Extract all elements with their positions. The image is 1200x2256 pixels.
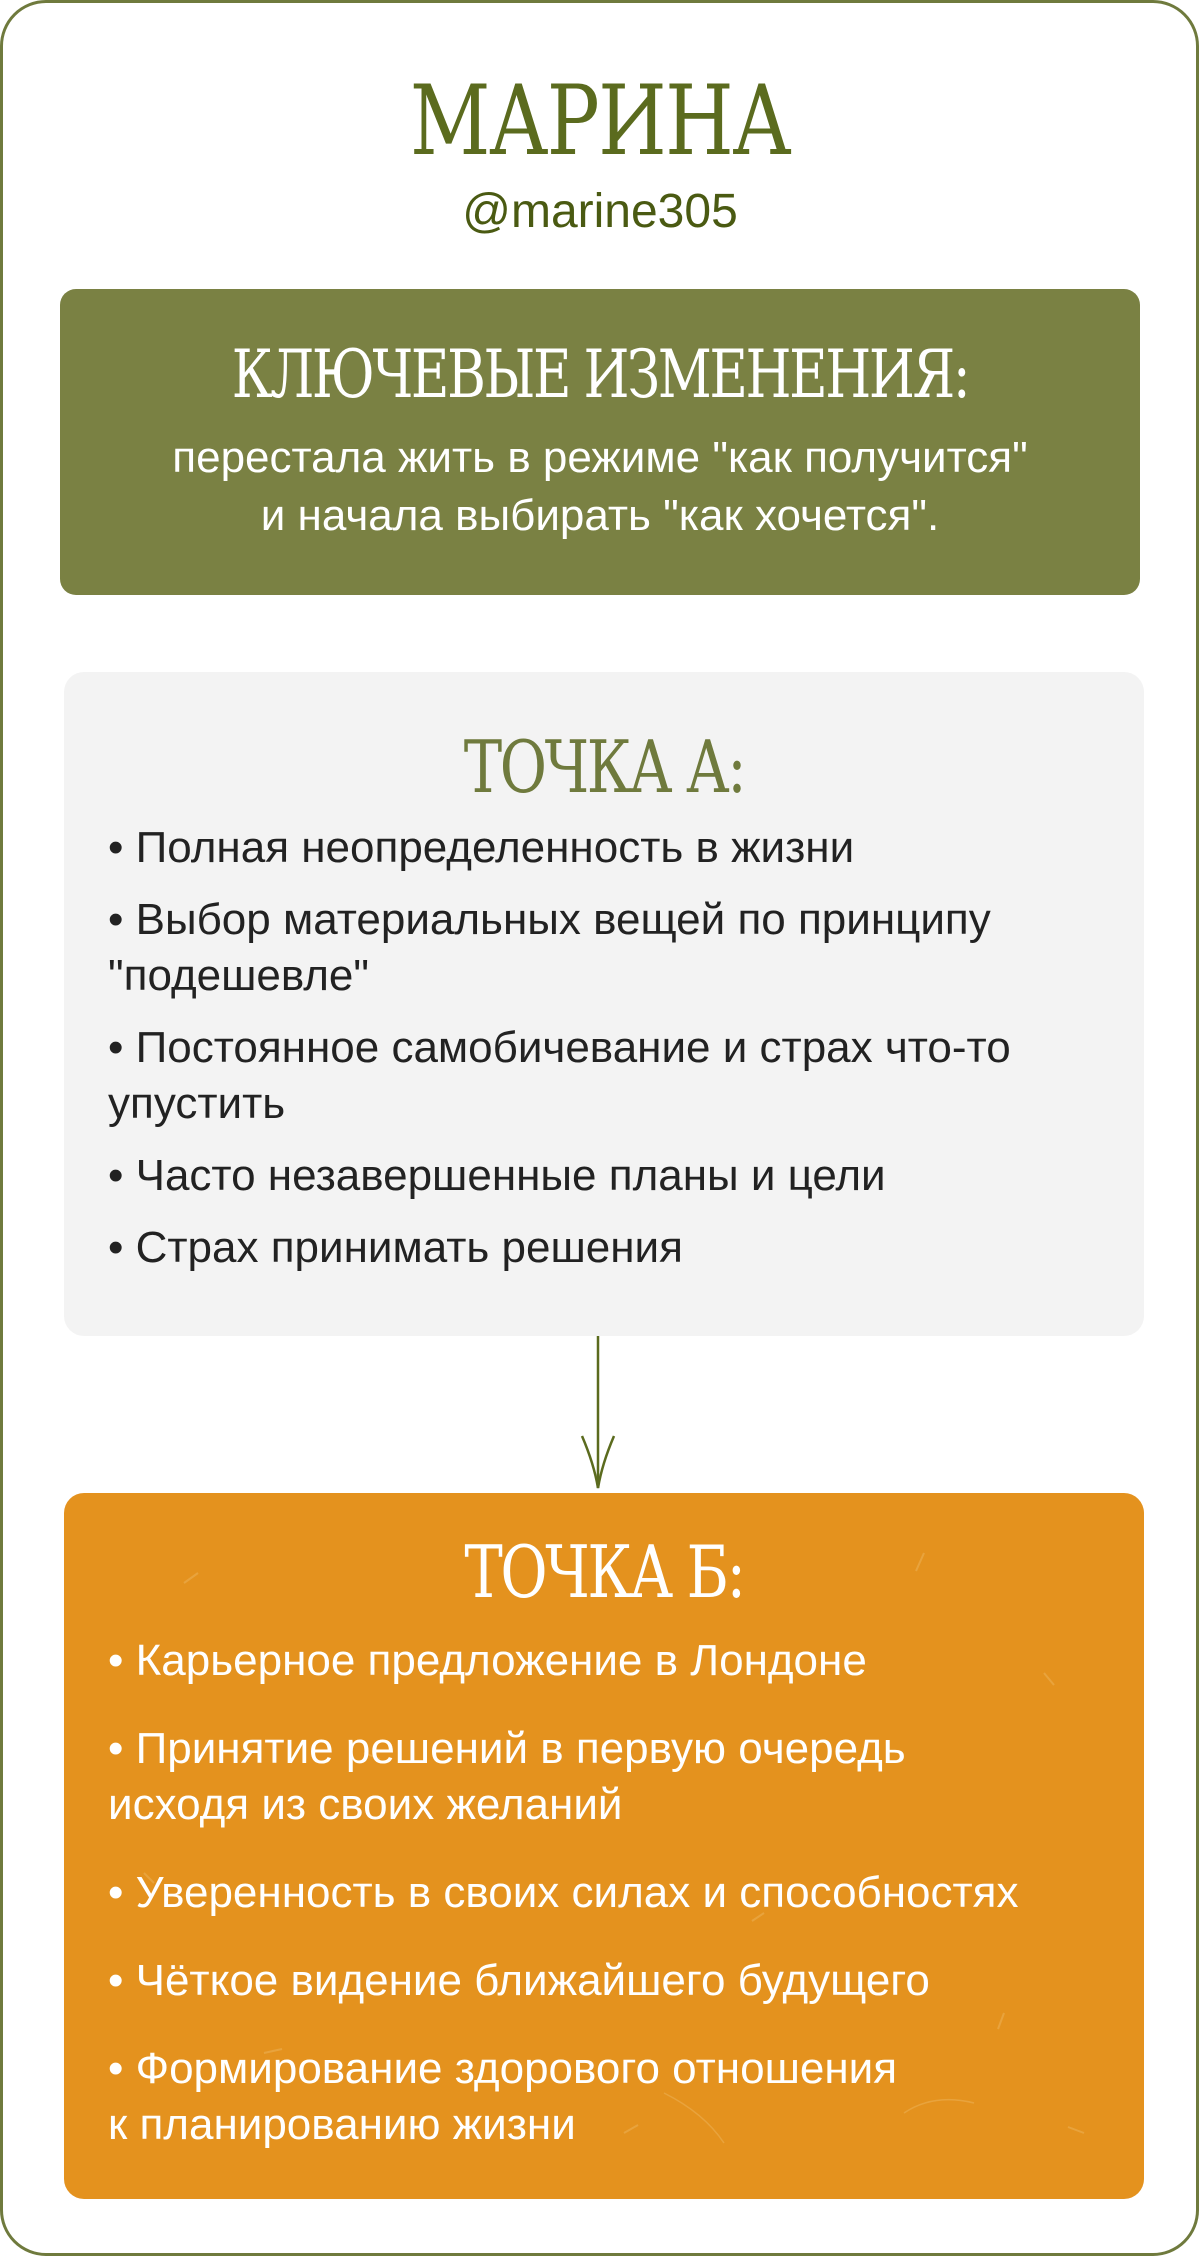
point-a-item: • Часто незавершенные планы и цели — [108, 1151, 886, 1200]
point-b-item: • Принятие решений в первую очередь исходя из своих желаний — [108, 1724, 906, 1829]
point-b-item: • Уверенность в своих силах и способностях — [108, 1868, 1019, 1917]
point-a-item: • Постоянное самобичевание и страх что-то упустить — [108, 1023, 1011, 1128]
point-a-box — [64, 672, 1144, 1336]
key-changes-box — [60, 289, 1140, 595]
key-changes-title: КЛЮЧЕВЫЕ ИЗМЕНЕНИЯ: — [231, 336, 969, 413]
point-b-title: ТОЧКА Б: — [464, 1530, 744, 1614]
point-b-box — [64, 1493, 1144, 2199]
down-arrow-icon — [570, 1336, 626, 1496]
point-a-item: • Выбор материальных вещей по принципу "подешевле" — [108, 895, 991, 1000]
point-a-item: • Страх принимать решения — [108, 1223, 683, 1272]
user-handle: @marine305 — [462, 185, 738, 238]
point-b-item: • Чёткое видение ближайшего будущего — [108, 1956, 930, 2005]
point-b-item: • Карьерное предложение в Лондоне — [108, 1636, 867, 1685]
key-changes-text: перестала жить в режиме "как получится" и начала выбирать "как хочется". — [172, 433, 1028, 540]
point-a-list — [108, 820, 1128, 1292]
person-name: МАРИНА — [409, 65, 791, 177]
point-b-list — [108, 1633, 1128, 2185]
point-a-title: ТОЧКА А: — [463, 725, 745, 809]
point-a-item: • Полная неопределенность в жизни — [108, 823, 855, 872]
point-b-item: • Формирование здорового отношения к планированию жизни — [108, 2044, 898, 2149]
